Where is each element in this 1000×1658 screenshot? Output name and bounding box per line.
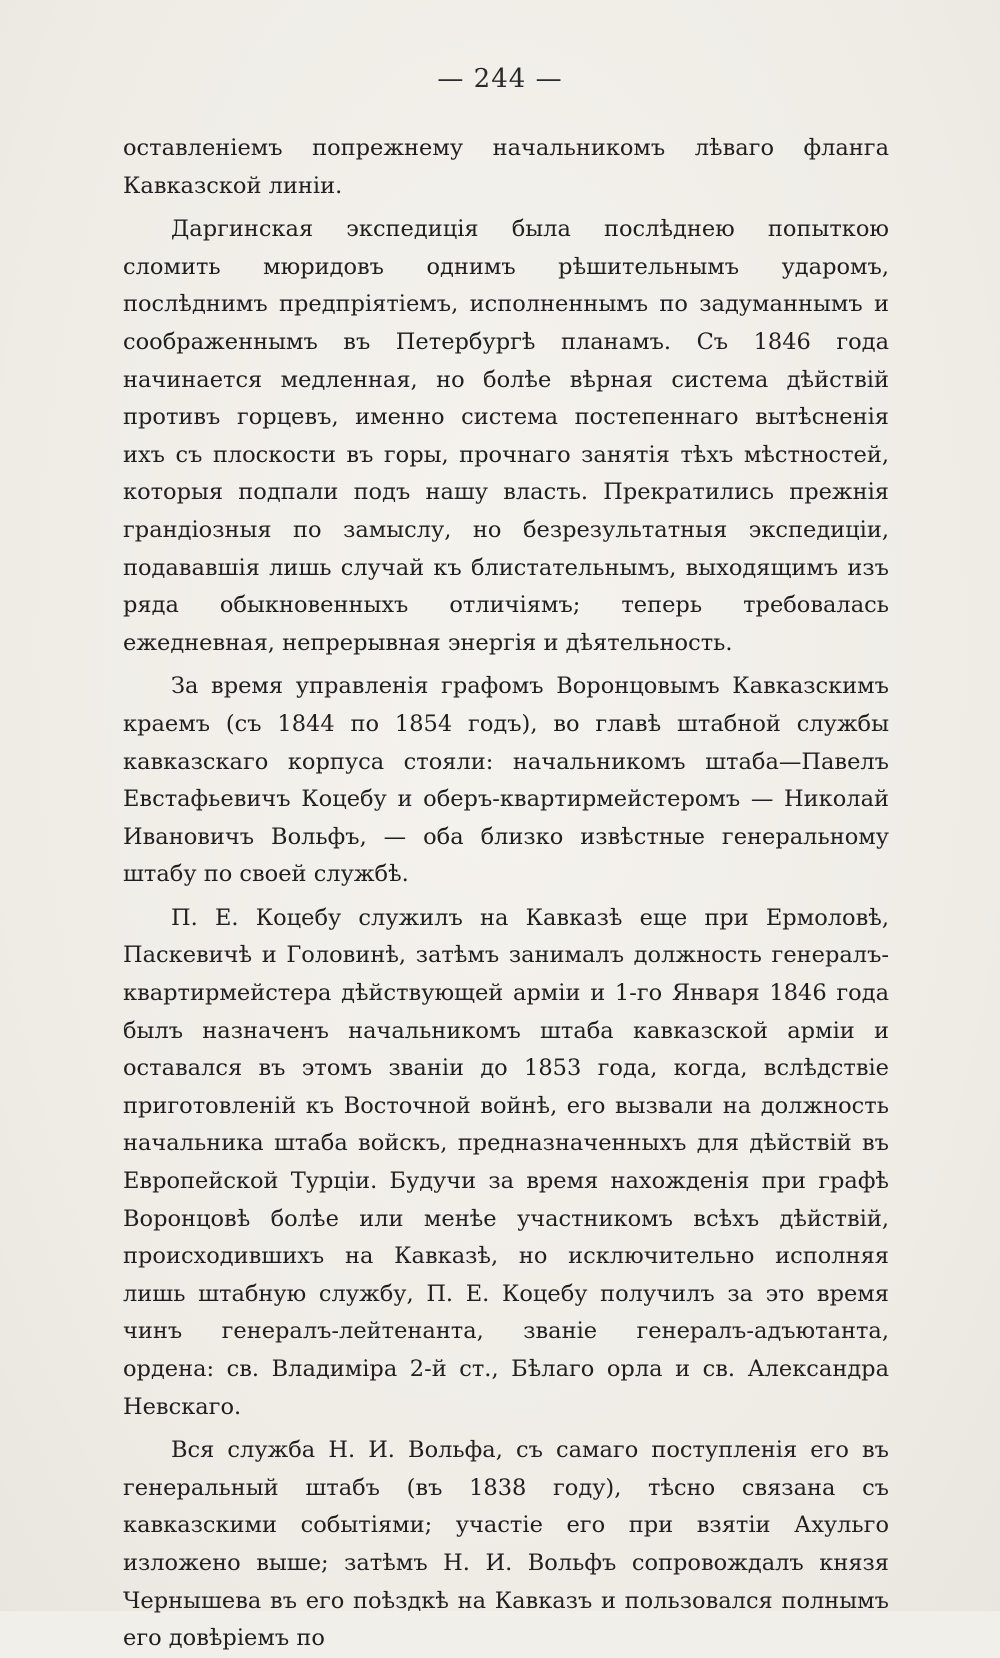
page-number: — 244 — bbox=[437, 64, 563, 94]
paragraph-2: Даргинская экспедиція была послѣднею попыткою сломить мюридовъ однимъ рѣшительнымъ ударомъ, послѣднимъ предпріятіемъ, исполненнымъ по задуманнымъ и соображеннымъ въ Петербургѣ планамъ. Съ 1846 года начинается медленная, но болѣе вѣрная система дѣйствій противъ горцевъ, именно система постепеннаго вытѣсненія ихъ съ плоскости въ горы, прочнаго занятія тѣхъ мѣстностей, которыя подпали подъ нашу власть. Прекратились прежнія грандіозныя по замыслу, но безрезультатныя экспедиціи, подававшія лишь случай къ блистательнымъ, выходящимъ изъ ряда обыкновенныхъ отличіямъ; теперь требовалась ежедневная, непрерывная энергія и дѣятельность. bbox=[123, 216, 889, 656]
paragraph-3: За время управленія графомъ Воронцовымъ Кавказскимъ краемъ (съ 1844 по 1854 годъ), во главѣ штабной службы кавказскаго корпуса стояли: начальникомъ штаба—Павелъ Евстафьевичъ Коцебу и оберъ-квартирмейстеромъ — Николай Ивановичъ Вольфъ, — оба близко извѣстные генеральному штабу по своей службѣ. bbox=[123, 673, 889, 888]
body-text bbox=[123, 130, 889, 1658]
paragraph-5: Вся служба Н. И. Вольфа, съ самаго поступленія его въ генеральный штабъ (въ 1838 году), тѣсно связана съ кавказскими событіями; участіе его при взятіи Ахульго изложено выше; затѣмъ Н. И. Вольфъ сопровождалъ князя Чернышева въ его поѣздкѣ на Кавказъ и пользовался полнымъ его довѣріемъ по bbox=[123, 1437, 889, 1652]
paragraph-4: П. Е. Коцебу служилъ на Кавказѣ еще при Ермоловѣ, Паскевичѣ и Головинѣ, затѣмъ занималъ должность генералъ-квартирмейстера дѣйствующей арміи и 1-го Января 1846 года былъ назначенъ начальникомъ штаба кавказской арміи и оставался въ этомъ званіи до 1853 года, когда, вслѣдствіе приготовленій къ Восточной войнѣ, его вызвали на должность начальника штаба войскъ, предназначенныхъ для дѣйствій въ Европейской Турціи. Будучи за время нахожденія при графѣ Воронцовѣ болѣе или менѣе участникомъ всѣхъ дѣйствій, происходившихъ на Кавказѣ, но исключительно исполняя лишь штабную службу, П. Е. Коцебу получилъ за это время чинъ генералъ-лейтенанта, званіе генералъ-адъютанта, ордена: св. Владиміра 2-й ст., Бѣлаго орла и св. Александра Невскаго. bbox=[123, 904, 889, 1420]
paragraph-1: оставленіемъ попрежнему начальникомъ лѣваго фланга Кавказской линіи. bbox=[123, 135, 889, 199]
